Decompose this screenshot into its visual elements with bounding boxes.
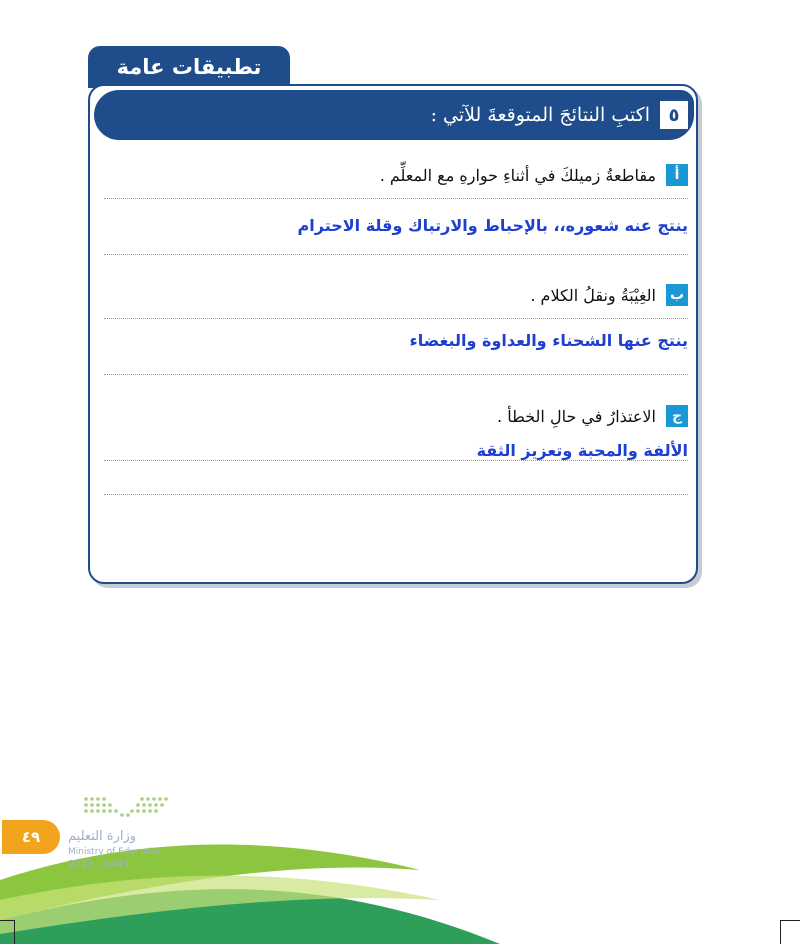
answer-line — [104, 318, 688, 319]
page-number: ٤٩ — [2, 820, 60, 854]
answer-c[interactable]: الألفة والمحبة وتعزيز الثقة — [476, 441, 688, 460]
crop-mark — [0, 920, 14, 921]
answer-line — [104, 198, 688, 199]
item-text-b: الغِيْبَةُ ونقلُ الكلام . — [530, 285, 656, 305]
item-letter-b: ب — [666, 284, 688, 306]
item-letter-a: أ — [666, 164, 688, 186]
ministry-name-en: Ministry of Education — [68, 847, 163, 857]
footer-leaf-graphic — [0, 800, 800, 944]
item-letter-c: ج — [666, 405, 688, 427]
answer-b[interactable]: ينتج عنها الشحناء والعداوة والبغضاء — [409, 331, 688, 350]
item-b — [530, 284, 688, 306]
section-tab: تطبيقات عامة — [88, 46, 290, 88]
item-text-a: مقاطعةُ زميلكَ في أثناءِ حوارهِ مع المعلِّم . — [379, 165, 656, 185]
item-a — [380, 164, 688, 186]
answer-a[interactable]: ينتج عنه شعوره،، بالإحباط والارتباك وقلة الاحترام — [297, 216, 688, 235]
question-prompt: اكتبِ النتائجَ المتوقعةَ للآتي : — [430, 104, 650, 126]
ministry-year: 2021 - 1443 — [68, 859, 129, 870]
crop-mark — [780, 920, 781, 944]
question-header — [94, 90, 694, 140]
ministry-logo-icon — [82, 795, 172, 821]
crop-mark — [780, 920, 800, 921]
answer-line — [104, 460, 688, 461]
answer-line — [104, 254, 688, 255]
ministry-name-ar: وزارة التعليم — [68, 829, 137, 844]
answer-line — [104, 374, 688, 375]
item-c — [497, 405, 688, 427]
item-text-c: الاعتذارُ في حالِ الخطأ . — [497, 406, 656, 426]
question-number: ٥ — [660, 101, 688, 129]
answer-line — [104, 494, 688, 495]
crop-mark — [14, 920, 15, 944]
